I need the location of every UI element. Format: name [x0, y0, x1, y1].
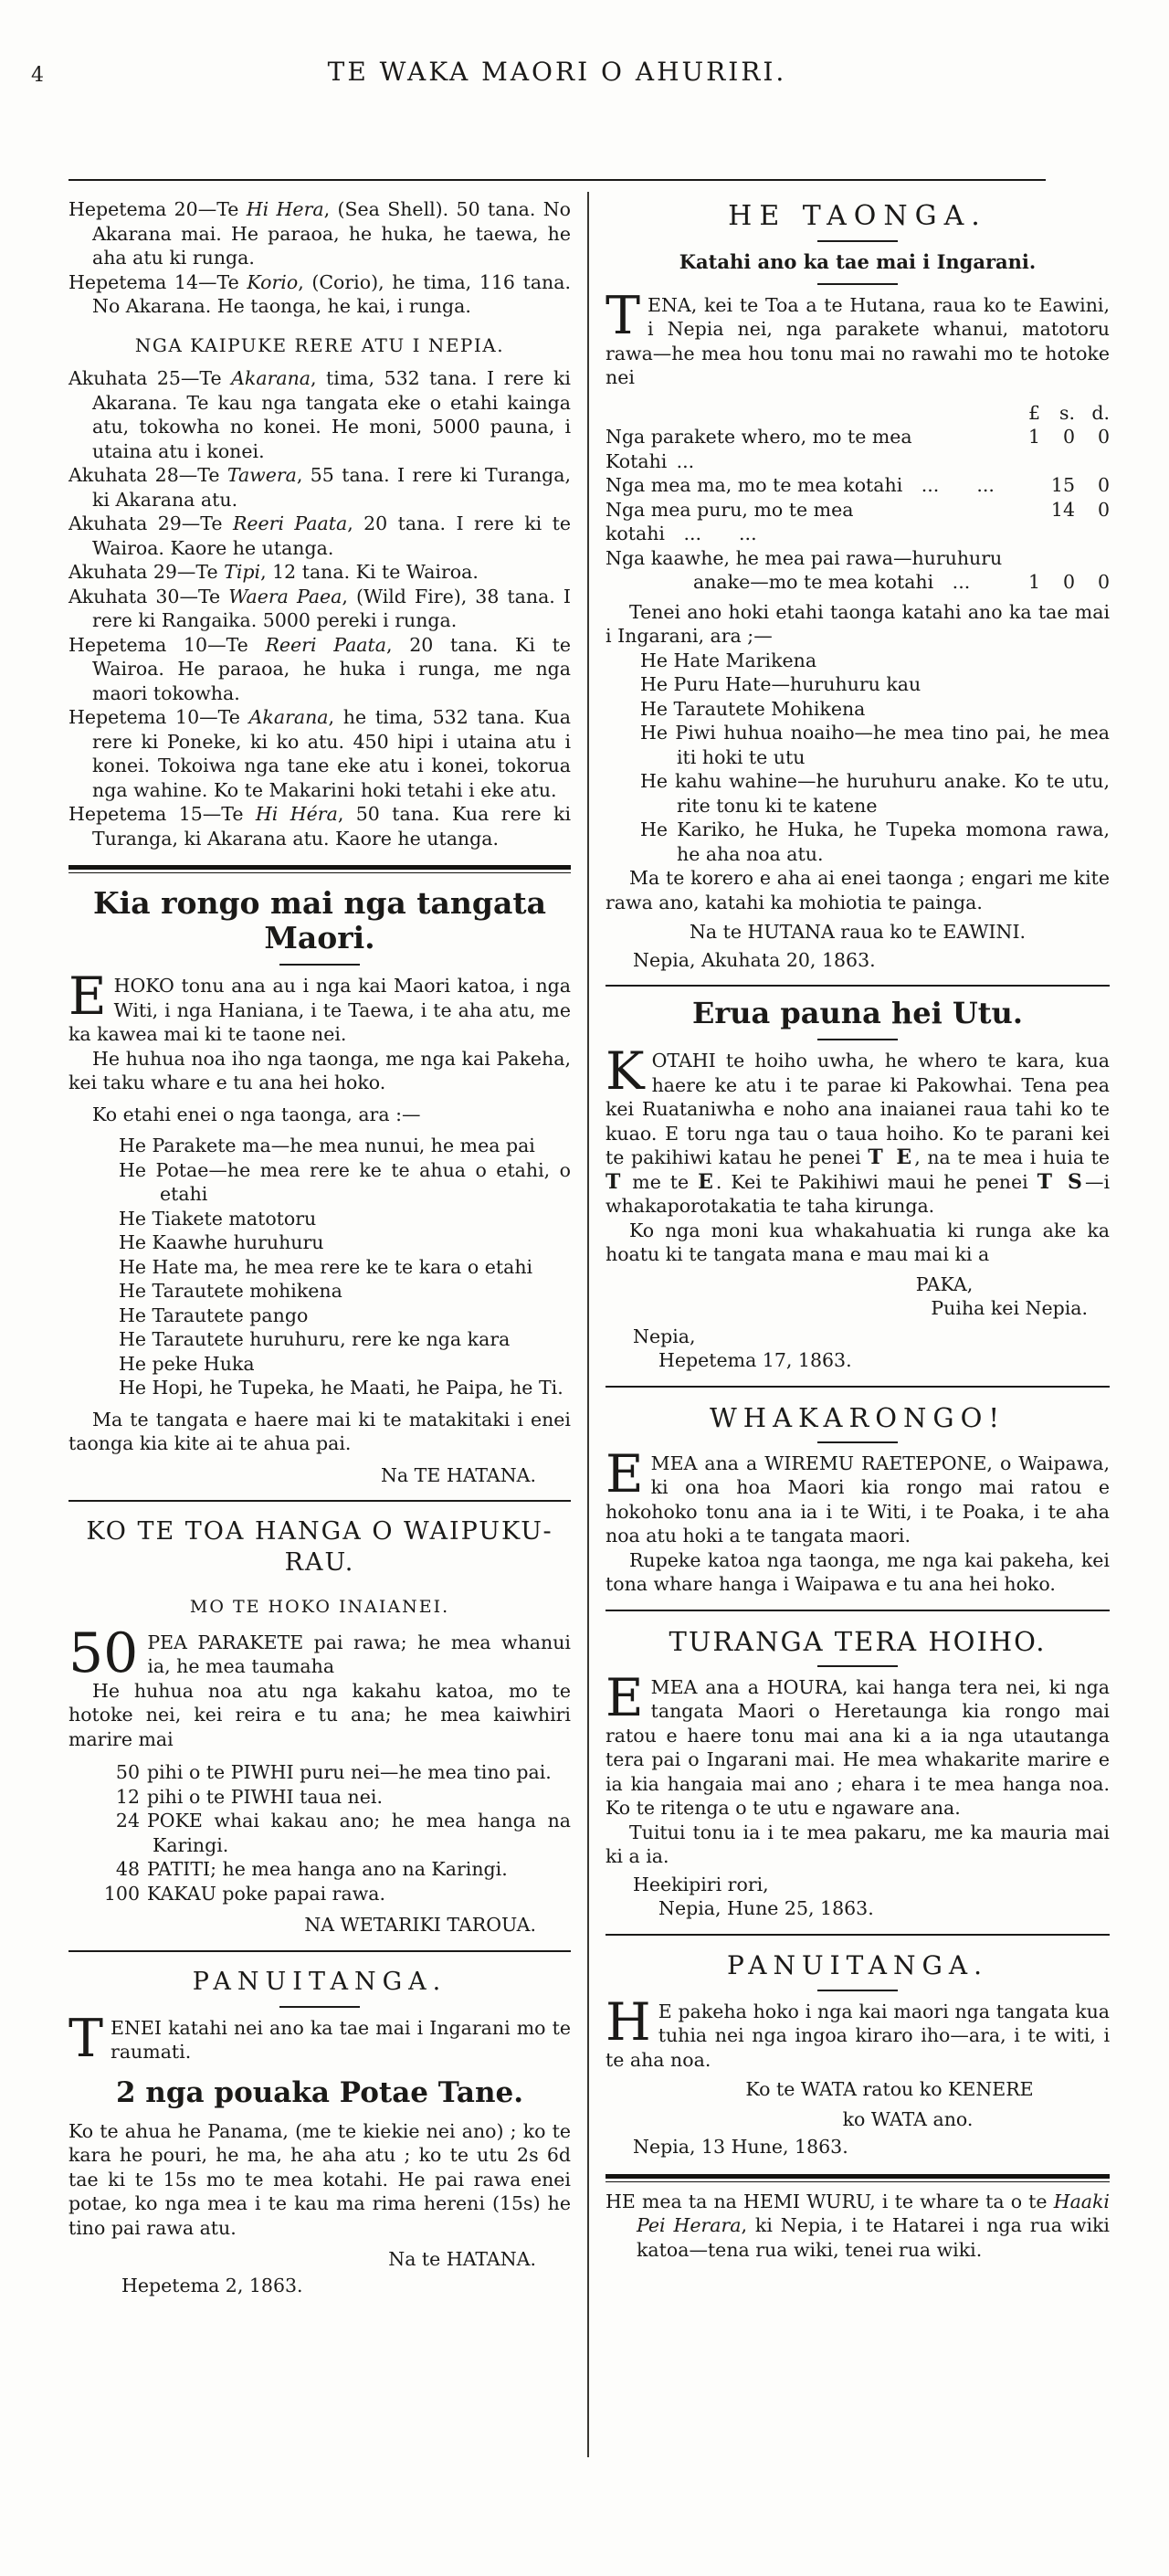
- departures-heading: NGA KAIPUKE RERE ATU I NEPIA.: [134, 333, 505, 356]
- heading-ornament-rule: [817, 1665, 898, 1667]
- notice-place: Nepia,: [633, 1325, 696, 1347]
- section-divider: [68, 1950, 571, 1952]
- stock-item: 24 POKE whai kakau ano; he mea hanga na Karingi.: [68, 1809, 571, 1857]
- stock-quantity: 24: [115, 1810, 140, 1832]
- heading-ornament-rule: [279, 964, 360, 966]
- stock-item: 12 pihi o te PIWHI taua nei.: [68, 1785, 571, 1810]
- notice-paragraph: KOTAHI te hoiho uwha, he whero te kara, kua haere ke atu i te parae ki Pakowhai. Tena pea kei Ruataniwha e noho ana inaianei raua tahi ko te kuao. E toru nga tau o taua hoiho. Ko te parani kei te pakihiwi katau he penei T E, na te mea i huia te T me te E. Kei te Pakihiwi maui he penei T S—i whakaporotakatia te taha kirunga.: [606, 1041, 1110, 1217]
- ship-name: Hi Héra: [255, 803, 338, 825]
- right-column: [606, 197, 1110, 2262]
- entry-details: , 55 tana. I rere ki Turanga, ki Akarana atu.: [92, 464, 571, 511]
- horse-brand-mark: T E: [868, 1145, 915, 1169]
- signature: Na TE HATANA.: [380, 1463, 536, 1486]
- entry-date: Hepetema 20—Te: [68, 198, 247, 220]
- taonga-heading: HE TAONGA.: [728, 200, 987, 232]
- notice-date: Hepetema 17, 1863.: [658, 1349, 852, 1371]
- heading-ornament-rule: [817, 283, 898, 285]
- entry-details: , (Sea Shell). 50 tana. No Akarana mai. He paraoa, he huka, he taewa, he aha atu ki runga.: [92, 198, 571, 269]
- signature: NA WETARIKI TAROUA.: [304, 1914, 536, 1936]
- price-item: Nga mea puru, mo te mea kotahi ... ...: [606, 498, 854, 544]
- section-divider-double: [606, 2174, 1110, 2182]
- notice-paragraph: Ko te ahua he Panama, (me te kiekie nei ano) ; ko te kara he pouri, he ma, he aha atu ; ko te utu 2s 6d tae ki te 15s mo te mea kotahi. He pai rawa enei potae, ko nga mea i te kau ma rima hereni (15s) he tino pai rawa atu.: [68, 2119, 571, 2239]
- price-item: Nga kaawhe, he mea pai rawa—huruhuru: [606, 546, 1003, 569]
- signature: ko WATA ano.: [842, 2107, 974, 2130]
- store-notice-heading: KO TE TOA HANGA O WAIPUKU-RAU.: [86, 1517, 553, 1577]
- price-table: [606, 401, 1110, 595]
- entry-date: Akuhata 28—Te: [68, 464, 227, 486]
- price-table-header: [606, 401, 1110, 426]
- pounds-value: 1: [1027, 571, 1040, 593]
- pence-value: 0: [1097, 571, 1110, 593]
- stock-item: 48 PATITI; he mea hanga ano na Karingi.: [68, 1857, 571, 1882]
- pounds-value: [1006, 473, 1040, 498]
- drop-cap: T: [68, 2008, 104, 2069]
- ship-name: Tipi: [224, 561, 261, 583]
- advert-subheading: 2 nga pouaka Potae Tane.: [115, 2075, 524, 2109]
- notice-paragraph: TENEI katahi nei ano ka tae mai i Ingarani mo te raumati.: [68, 2008, 571, 2069]
- goods-item: He Tarautete huruhuru, rere ke nga kara: [119, 1328, 511, 1350]
- price-row: [606, 425, 1110, 473]
- shipping-departure-entry: [68, 705, 571, 802]
- notice-heading: Kia rongo mai nga tangata Maori.: [92, 885, 546, 955]
- advert-heading: PANUITANGA.: [192, 1967, 448, 1996]
- goods-item: He Tarautete mohikena: [119, 1280, 342, 1302]
- price-item: Nga parakete whero, mo te mea Kotahi ...: [606, 426, 912, 472]
- shipping-departure-entry: [68, 802, 571, 850]
- goods-intro: Ko etahi enei o nga taonga, ara :—: [92, 1103, 421, 1125]
- goods-item: He Potae—he mea rere ke te ahua o etahi, o etahi: [119, 1158, 571, 1205]
- price-item: anake—mo te mea kotahi ...: [693, 571, 971, 593]
- signature: Na te HUTANA raua ko te EAWINI.: [689, 921, 1027, 943]
- notice-paragraph: Rupeke katoa nga taonga, me nga kai pakeha, kei tona whare hanga i Waipawa e tu ana hei hoko.: [606, 1548, 1110, 1595]
- stock-item: 100 KAKAU poke papai rawa.: [68, 1882, 571, 1906]
- notice-paragraph: Ko nga moni kua whakahuatia ki runga ake ka hoatu ki te tangata mana e mau mai ki a: [606, 1219, 1110, 1265]
- notice-paragraph: H E pakeha hoko i nga kai maori nga tangata kua tuhia nei nga ingoa kiraro iho—ara, i te witi, i te aha noa.: [606, 1991, 1110, 2071]
- signature: Ko te WATA ratou ko KENERE: [745, 2078, 1034, 2100]
- drop-cap: E: [68, 966, 107, 1027]
- signature: Na te HATANA.: [388, 2248, 536, 2270]
- column-divider: [587, 192, 589, 2457]
- ship-name: Reeri Paata: [232, 512, 348, 534]
- goods-item: He Parakete ma—he mea nunui, he mea pai: [119, 1135, 535, 1156]
- horse-brand-mark: T: [606, 1169, 624, 1194]
- shipping-departure-entry: [68, 463, 571, 512]
- pounds-header: £: [1027, 401, 1040, 424]
- shipping-departure-entry: [68, 512, 571, 560]
- goods-item: He Puru Hate—huruhuru kau: [640, 673, 922, 695]
- ship-name: Reeri Paata: [265, 633, 386, 656]
- heading-ornament-rule: [817, 240, 898, 242]
- notice-paragraph: Tenei ano hoki etahi taonga katahi ano ka tae mai i Ingarani, ara ;—: [606, 600, 1110, 647]
- heading-ornament-rule: [279, 2006, 360, 2008]
- notice-paragraph: EMEA ana a HOURA, kai hanga tera nei, ki nga tangata Maori o Heretaunga kia rongo mai ratou e haere tonu mai ana ki a ia nga utautanga tera pai o Ingarani mai. He mea whakarite marire e ia kia hangaia mai ano ; ehara i te mea hanga noa. Ko te ritenga o te utu e ngaware ana.: [606, 1667, 1110, 1819]
- price-row: [606, 473, 1110, 498]
- stock-quantity: 50: [115, 1761, 140, 1783]
- entry-details: , (Corio), he tima, 116 tana. No Akarana. He taonga, he kai, i runga.: [92, 270, 571, 317]
- notice-paragraph: Ma te tangata e haere mai ki te matakitaki i enei taonga kia kite ai te ahua pai.: [68, 1408, 571, 1454]
- drop-cap-number: 50: [68, 1621, 139, 1685]
- shillings-value: 15: [1050, 474, 1075, 496]
- entry-details: , 20 tana. I rere ki te Wairoa. Kaore he utanga.: [92, 512, 571, 559]
- section-divider: [606, 985, 1110, 987]
- shipping-departure-entry: [68, 366, 571, 463]
- entry-details: , he tima, 532 tana. Kua rere ki Poneke, ki ko atu. 450 hipi i utaina atu i konei. Tokoiwa nga tane eke atu i konei, tokorua nga wahine. Ko te Makarini hoki tetahi i eke atu.: [92, 706, 571, 801]
- entry-date: Akuhata 29—Te: [68, 512, 233, 534]
- price-item: Nga mea ma, mo te mea kotahi ... ...: [606, 474, 995, 496]
- shipping-departure-entry: [68, 633, 571, 706]
- entry-details: , 12 tana. Ki te Wairoa.: [260, 561, 479, 583]
- heading-ornament-rule: [817, 1990, 898, 1991]
- horse-brand-mark: T S: [1037, 1169, 1085, 1194]
- stock-quantity: 12: [115, 1785, 140, 1808]
- shillings-header: s.: [1058, 401, 1075, 424]
- notice-date: Hepetema 2, 1863.: [121, 2274, 303, 2296]
- goods-item: He Piwi huhua noaiho—he mea tino pai, he mea iti hoki te utu: [640, 722, 1110, 768]
- shillings-value: 0: [1062, 426, 1075, 448]
- ship-name: Korio: [247, 270, 299, 293]
- shipping-arrival-entry: [68, 197, 571, 270]
- heading-ornament-rule: [817, 1441, 898, 1443]
- signature: Heekipiri rori,: [633, 1873, 769, 1895]
- entry-details: , 20 tana. Ki te Wairoa. He paraoa, he huka i runga, me nga maori tokowha.: [92, 633, 571, 704]
- price-row: [606, 546, 1110, 571]
- goods-item: He peke Huka: [119, 1352, 255, 1375]
- goods-item: He Hate ma, he mea rere ke te kara o etahi: [119, 1255, 533, 1278]
- shipping-departure-entry: [68, 585, 571, 633]
- stock-item: 50 pihi o te PIWHI puru nei—he mea tino pai.: [68, 1760, 571, 1785]
- pence-header: d.: [1091, 401, 1110, 424]
- notice-paragraph: Tuitui tonu ia i te mea pakaru, me ka mauria mai ki a ia.: [606, 1821, 1110, 1867]
- pence-value: 0: [1097, 474, 1110, 496]
- entry-date: Akuhata 29—Te: [68, 561, 225, 583]
- drop-cap: E: [606, 1667, 644, 1728]
- store-notice-subheading: MO TE HOKO INAIANEI.: [189, 1597, 450, 1617]
- section-divider: [606, 1386, 1110, 1388]
- newspaper-name: Haaki Pei Herara: [637, 2190, 1110, 2236]
- signature-role: Puiha kei Nepia.: [931, 1297, 1088, 1319]
- drop-cap: T: [606, 285, 641, 346]
- notice-date: Nepia, Akuhata 20, 1863.: [633, 948, 876, 971]
- drop-cap: K: [606, 1041, 645, 1102]
- ship-name: Waera Paea: [228, 585, 342, 607]
- pounds-value: 1: [1027, 426, 1040, 448]
- pence-value: 0: [1097, 498, 1110, 521]
- shipping-departure-entry: [68, 560, 571, 585]
- shillings-value: 14: [1050, 498, 1075, 521]
- reward-heading: Erua pauna hei Utu.: [692, 996, 1023, 1030]
- section-divider: [68, 1500, 571, 1502]
- section-divider: [606, 1610, 1110, 1611]
- turanga-heading: TURANGA TERA HOIHO.: [669, 1625, 1047, 1657]
- ship-name: Hi Hera: [246, 198, 324, 220]
- panuitanga-heading: PANUITANGA.: [726, 1949, 988, 1980]
- masthead-rule: [68, 179, 1046, 181]
- price-row: [606, 570, 1110, 595]
- price-row: [606, 498, 1110, 546]
- shipping-arrival-entry: [68, 270, 571, 319]
- goods-item: He Hopi, he Tupeka, he Maati, he Paipa, he Ti.: [119, 1377, 563, 1399]
- notice-paragraph: He huhua noa atu nga kakahu katoa, mo te hotoke nei, kei reira e tu ana; he mea kaiwhiri marire mai: [68, 1679, 571, 1750]
- taonga-subheading: Katahi ano ka tae mai i Ingarani.: [679, 250, 1037, 273]
- notice-paragraph: TENA, kei te Toa a te Hutana, raua ko te Eawini, i Nepia nei, nga parakete whanui, matotoru rawa—he mea hou tonu mai no rawahi mo te hotoke nei: [606, 285, 1110, 388]
- entry-date: Hepetema 15—Te: [68, 803, 256, 825]
- whakarongo-heading: WHAKARONGO!: [709, 1401, 1006, 1433]
- masthead-title: TE WAKA MAORI O AHURIRI.: [327, 57, 787, 87]
- goods-item: He Kaawhe huruhuru: [119, 1231, 324, 1253]
- goods-item: He Kariko, he Huka, he Tupeka momona rawa, he aha noa atu.: [640, 818, 1110, 865]
- entry-details: , (Wild Fire), 38 tana. I rere ki Rangaika. 5000 pereki i runga.: [92, 585, 571, 631]
- drop-cap: H: [606, 1991, 651, 2053]
- goods-item: He Hate Marikena: [640, 649, 817, 671]
- shillings-value: 0: [1062, 571, 1075, 593]
- entry-date: Akuhata 25—Te: [68, 367, 232, 389]
- notice-paragraph: He huhua noa iho nga taonga, me nga kai Pakeha, kei taku whare e tu ana hei hoko.: [68, 1047, 571, 1093]
- pounds-value: [1006, 498, 1040, 546]
- section-divider-double: [68, 865, 571, 873]
- ship-name: Akarana: [248, 706, 329, 728]
- horse-brand-mark: E: [698, 1169, 716, 1194]
- drop-cap: E: [606, 1443, 644, 1504]
- left-column: [68, 197, 571, 2297]
- stock-quantity: 48: [115, 1858, 140, 1880]
- pence-value: 0: [1097, 426, 1110, 448]
- notice-date: Nepia, 13 Hune, 1863.: [633, 2136, 848, 2158]
- notice-date: Nepia, Hune 25, 1863.: [658, 1897, 874, 1919]
- stock-list: [68, 1760, 571, 1906]
- entry-details: , 50 tana. Kua rere ki Turanga, ki Akarana atu. Kaore he utanga.: [92, 803, 572, 850]
- entry-date: Hepetema 10—Te: [68, 706, 249, 728]
- entry-details: , tima, 532 tana. I rere ki Akarana. Te kau nga tangata eke o etahi kainga atu, tokowha no konei. He moni, 5000 pauna, i utaina atu i konei.: [92, 367, 571, 462]
- notice-paragraph: EHOKO tonu ana au i nga kai Maori katoa, i nga Witi, i nga Haniana, i te Taewa, i te aha atu, me ka kawea mai ki te taone nei.: [68, 966, 571, 1045]
- notice-paragraph: Ma te korero e aha ai enei taonga ; engari me kite rawa ano, katahi ka mohiotia te painga.: [606, 867, 1110, 913]
- heading-ornament-rule: [817, 1039, 898, 1040]
- entry-date: Hepetema 14—Te: [68, 270, 247, 293]
- page-number: 4: [31, 64, 44, 87]
- notice-paragraph: EMEA ana a WIREMU RAETEPONE, o Waipawa, ki ona hoa Maori kia rongo mai ratou e hokohoko tonu ana ia i te Witi, i te Poaka, i te aha noa atu hoki a te tangata maori.: [606, 1443, 1110, 1547]
- stock-quantity: 100: [103, 1882, 140, 1905]
- goods-item: He Tarautete pango: [119, 1304, 309, 1326]
- signature: PAKA,: [915, 1272, 974, 1295]
- goods-item: He kahu wahine—he huruhuru anake. Ko te utu, rite tonu ki te katene: [640, 770, 1110, 817]
- entry-date: Akuhata 30—Te: [68, 585, 229, 607]
- entry-date: Hepetema 10—Te: [68, 633, 266, 656]
- notice-paragraph: 50 PEA PARAKETE pai rawa; he mea whanui ia, he mea taumaha: [68, 1621, 571, 1685]
- colophon: HE mea ta na HEMI WURU, i te whare ta o te Haaki Pei Herara, ki Nepia, i te Hatarei i nga rua wiki katoa—tena rua wiki, tenei rua wiki.: [606, 2190, 1110, 2261]
- ship-name: Akarana: [231, 367, 311, 389]
- goods-item: He Tiakete matotoru: [119, 1207, 317, 1230]
- section-divider: [606, 1934, 1110, 1936]
- goods-item: He Tarautete Mohikena: [640, 697, 866, 720]
- ship-name: Tawera: [226, 464, 297, 486]
